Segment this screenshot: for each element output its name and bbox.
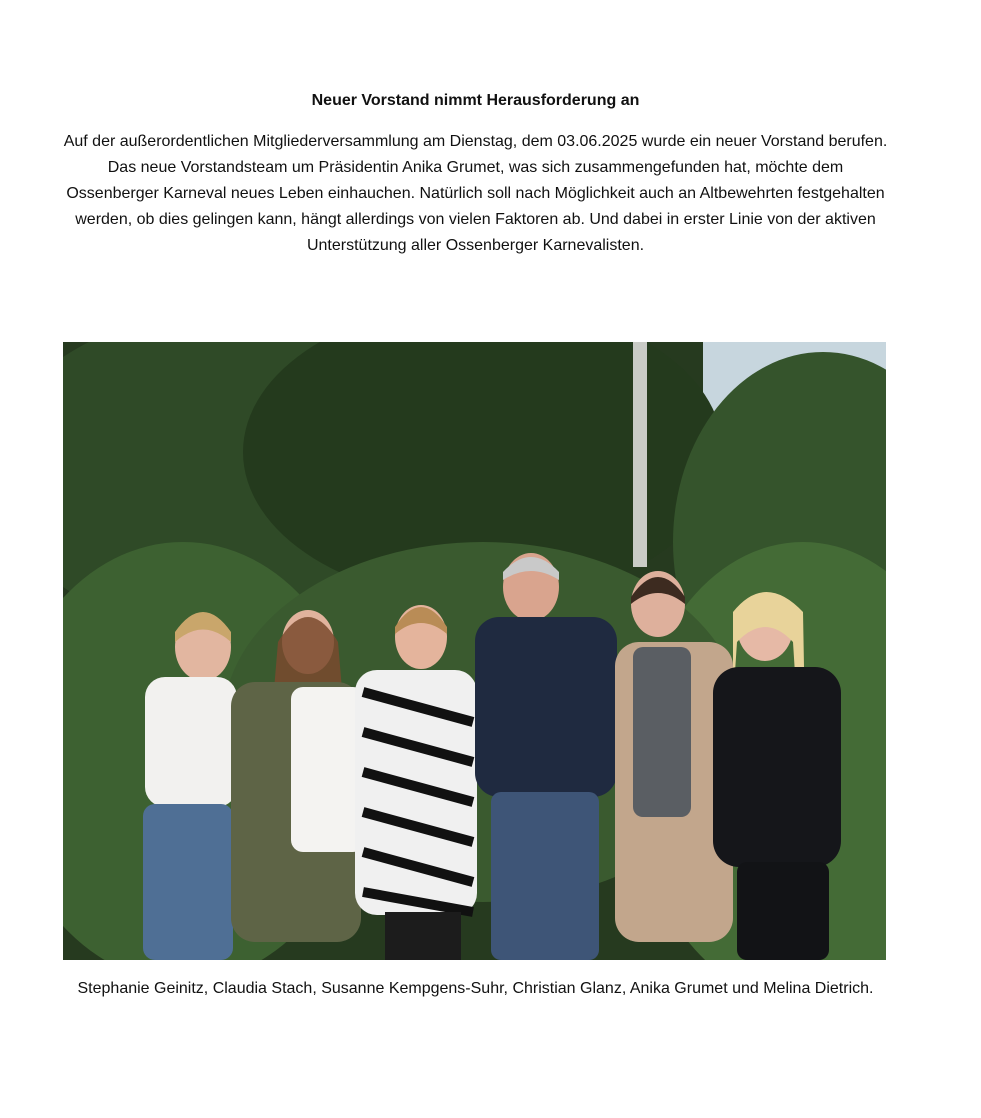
photo-caption: Stephanie Geinitz, Claudia Stach, Susanne Kempgens-Suhr, Christian Glanz, Anika Grumet und Melina Dietrich. xyxy=(77,980,874,997)
article-headline: Neuer Vorstand nimmt Herausforderung an xyxy=(311,92,640,109)
article-intro: Auf der außerordentlichen Mitgliederversammlung am Dienstag, dem 03.06.2025 wurde ein neuer Vorstand berufen. Das neue Vorstandsteam um Präsidentin Anika Grumet, was sich zusammengefunden hat, möchte dem Ossenberger Karneval neues Leben einhauchen. Natürlich soll nach Möglichkeit auch an Altbewehrten festgehalten werden, ob dies gelingen kann, hängt allerdings von vielen Faktoren ab. Und dabei in erster Linie von der aktiven Unterstützung aller Ossenberger Karnevalisten. xyxy=(63,133,888,254)
group-photo xyxy=(63,342,886,960)
